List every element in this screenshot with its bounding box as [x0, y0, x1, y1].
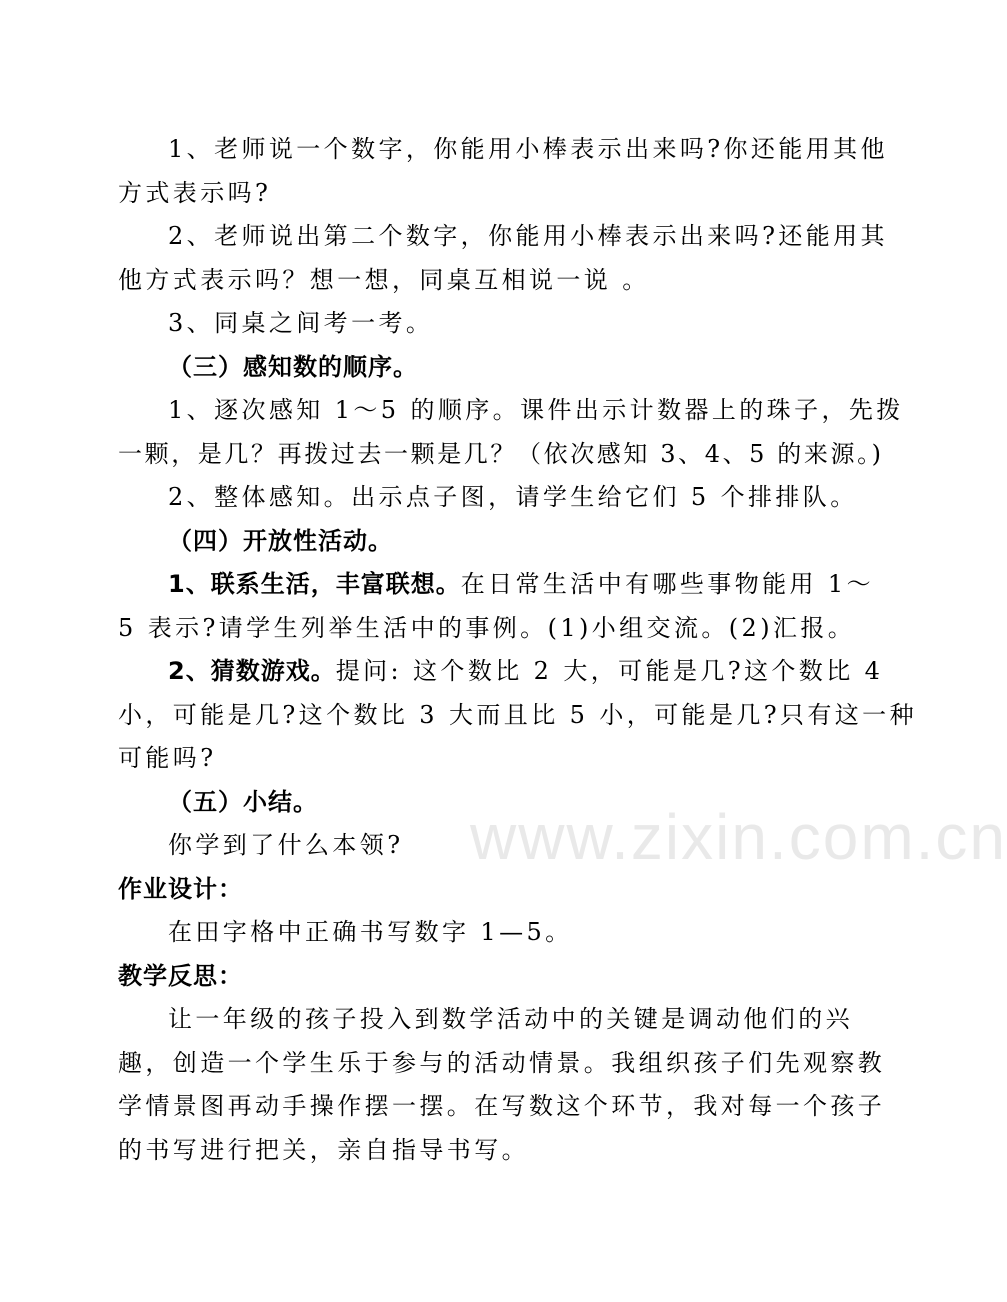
reflection-heading: 教学反思： — [118, 961, 243, 990]
paragraph-line: 让一年级的孩子投入到数学活动中的关键是调动他们的兴 — [168, 1005, 853, 1033]
paragraph-line: 趣，创造一个学生乐于参与的活动情景。我组织孩子们先观察教 — [118, 1048, 886, 1077]
paragraph-line: 方式表示吗? — [118, 178, 272, 207]
inline-bold-label: 2、猜数游戏。 — [168, 657, 336, 685]
paragraph-line: 他方式表示吗？想一想，同桌互相说一说 。 — [118, 265, 650, 294]
inline-bold-label: 1、联系生活，丰富联想。 — [168, 570, 461, 598]
watermark: www.zixin.com.cn — [470, 801, 1007, 873]
section-heading-4: （四）开放性活动。 — [168, 526, 393, 555]
paragraph-line: 学情景图再动手操作摆一摆。在写数这个环节，我对每一个孩子 — [118, 1092, 886, 1120]
paragraph-line: 的书写进行把关，亲自指导书写。 — [118, 1135, 529, 1164]
document-page — [118, 128, 917, 1172]
paragraph-line: 1、逐次感知 1～5 的顺序。课件出示计数器上的珠子，先拨 — [168, 396, 904, 424]
paragraph-line: 小，可能是几?这个数比 3 大而且比 5 小，可能是几?只有这一种 — [118, 700, 917, 729]
paragraph-text: 提问: 这个数比 2 大，可能是几?这个数比 4 — [335, 657, 884, 685]
paragraph-line: 2、老师说出第二个数字，你能用小棒表示出来吗?还能用其 — [168, 222, 888, 250]
section-heading-5: （五）小结。 — [168, 787, 318, 816]
paragraph-line: 1、老师说一个数字，你能用小棒表示出来吗?你还能用其他 — [168, 135, 888, 163]
paragraph-line: 你学到了什么本领? — [168, 831, 404, 859]
paragraph-line — [118, 650, 884, 694]
paragraph-line: 5 表示?请学生列举生活中的事例。(1)小组交流。(2)汇报。 — [118, 613, 856, 642]
paragraph-line: 3、同桌之间考一考。 — [168, 309, 434, 337]
paragraph-text: 在日常生活中有哪些事物能用 1～ — [460, 570, 875, 598]
paragraph-line: 在田字格中正确书写数字 1—5。 — [168, 918, 573, 946]
paragraph-line: 可能吗? — [118, 744, 217, 772]
homework-heading: 作业设计： — [118, 874, 243, 903]
paragraph-line: 一颗，是几？再拨过去一颗是几？（依次感知 3、4、5 的来源。) — [118, 439, 884, 468]
section-heading-3: （三）感知数的顺序。 — [168, 352, 418, 381]
paragraph-line — [118, 563, 875, 607]
paragraph-line: 2、整体感知。出示点子图，请学生给它们 5 个排排队。 — [168, 483, 858, 511]
